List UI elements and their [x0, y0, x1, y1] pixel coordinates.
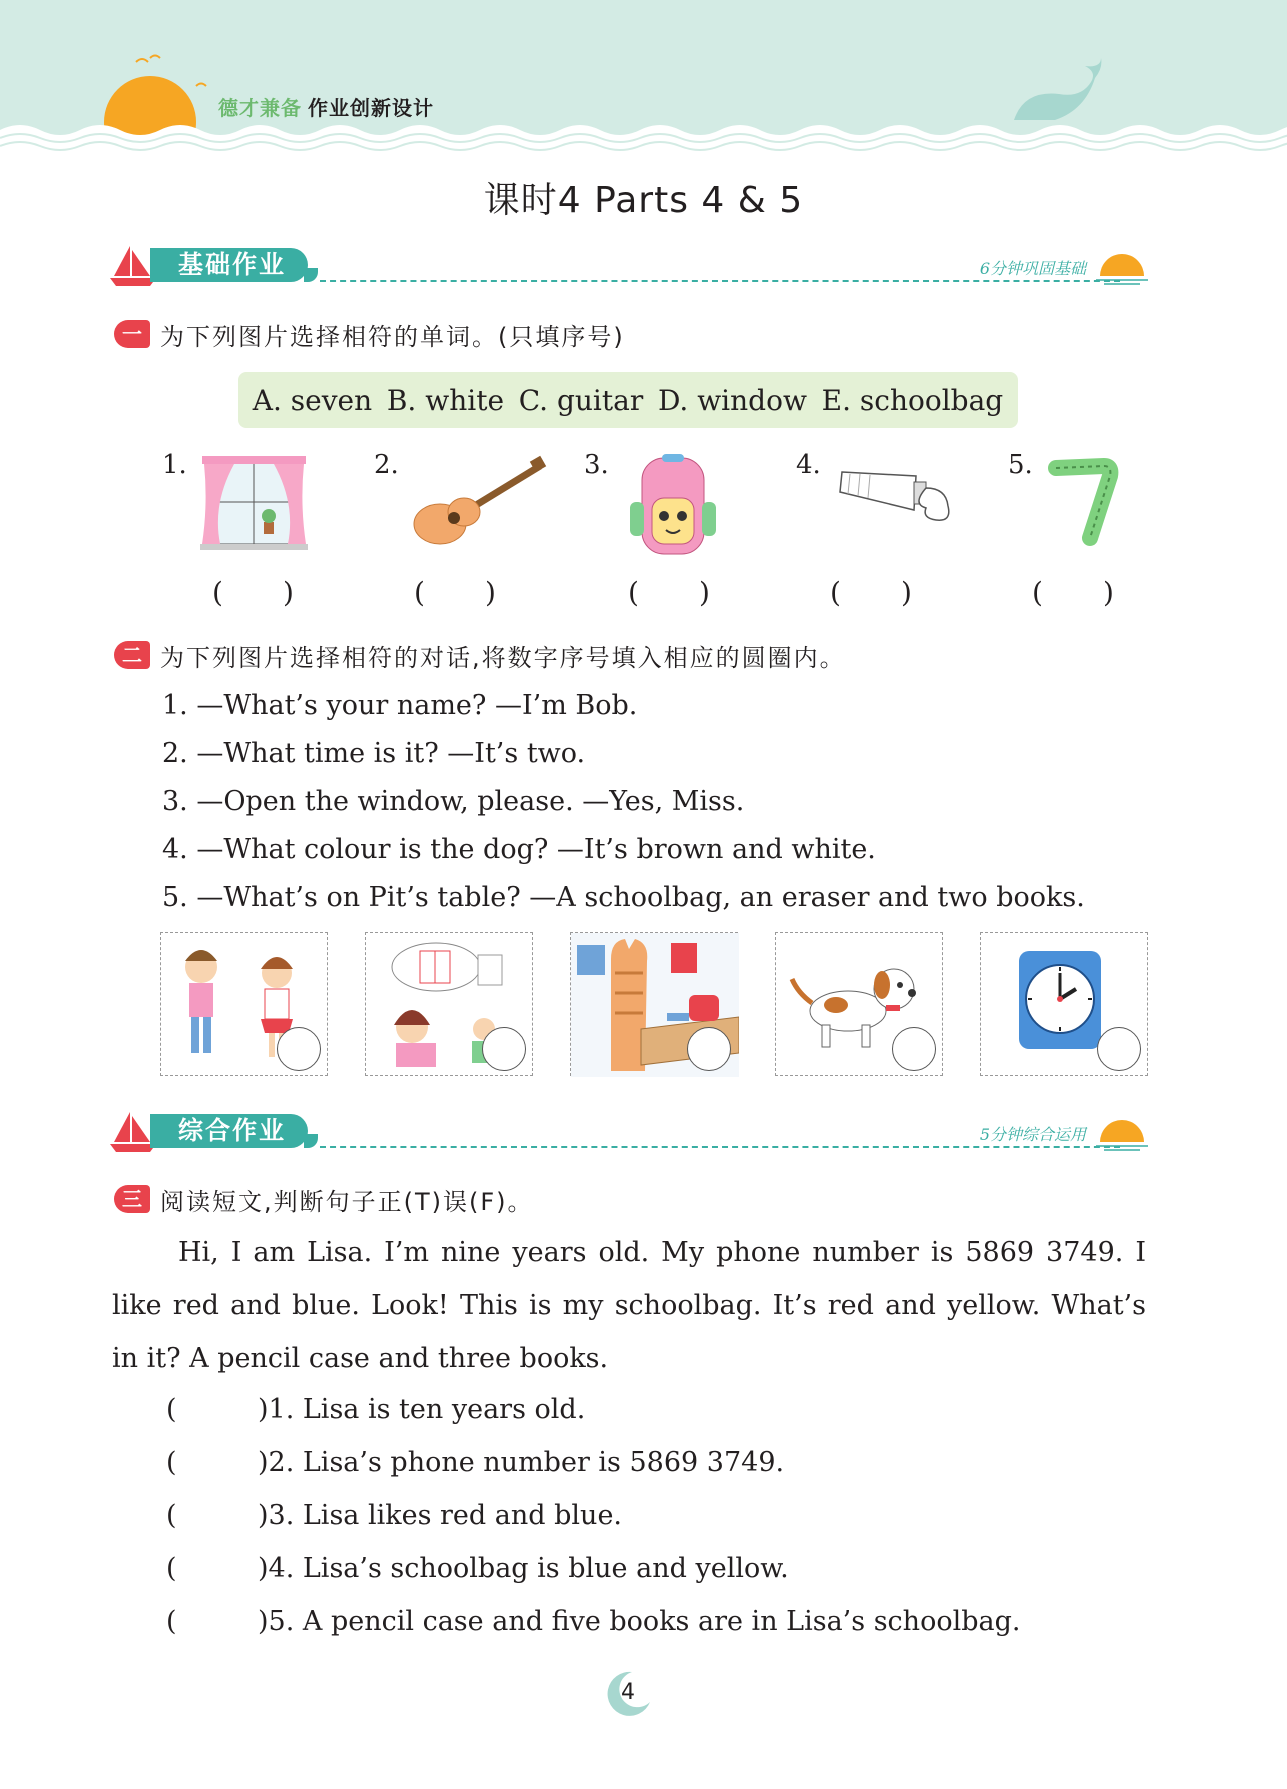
answer-circle[interactable] [482, 1027, 526, 1071]
section-hint: 6分钟巩固基础 [979, 259, 1086, 278]
item-number: 5. [1008, 450, 1033, 480]
question-3-heading [114, 1184, 534, 1214]
section-banner-comprehensive [110, 1108, 1150, 1158]
schoolbag-icon [618, 452, 734, 562]
sun-icon [1094, 246, 1150, 286]
question-badge: 一 [114, 320, 150, 348]
picture-item-5 [1008, 450, 1198, 620]
reading-passage: Hi, I am Lisa. I’m nine years old. My phone number is 5869 3749. I like red and blue. Look! This is my schoolbag. It’s red and yellow. What’s in it? A pencil case and three books. [112, 1237, 1146, 1374]
answer-circle[interactable] [277, 1027, 321, 1071]
item-number: 4. [796, 450, 821, 480]
item-number: 2. [374, 450, 399, 480]
guitar-icon [408, 452, 548, 554]
picture-item-4 [796, 450, 986, 620]
answer-blank[interactable]: ( [166, 1553, 177, 1584]
answer-blank[interactable]: ( [166, 1606, 177, 1637]
divider [320, 280, 1120, 282]
page-number [602, 1668, 654, 1720]
brand-black-text: 作业创新设计 [308, 96, 434, 120]
brand-colored-text: 德才兼备 [218, 96, 302, 120]
option-b: B. white [386, 383, 505, 417]
question-instruction: 阅读短文,判断句子正(T)误(F)。 [160, 1187, 534, 1216]
dialogue-line-3: 3. —Open the window, please. —Yes, Miss. [162, 786, 745, 817]
dialogue-line-4: 4. —What colour is the dog? —It’s brown and white. [162, 834, 876, 865]
answer-blank[interactable]: ( [166, 1447, 177, 1478]
answer-blank[interactable]: ( [166, 1500, 177, 1531]
picture-frame-teacher-window [365, 932, 533, 1076]
answer-circle[interactable] [687, 1027, 731, 1071]
answer-blank[interactable]: ( ) [830, 576, 912, 609]
whale-icon [1014, 58, 1101, 120]
section-hint: 5分钟综合运用 [979, 1125, 1086, 1144]
picture-item-3 [584, 450, 774, 620]
option-e: E. schoolbag [821, 383, 1004, 417]
divider [320, 1146, 1120, 1148]
question-instruction: 为下列图片选择相符的单词。(只填序号) [160, 322, 625, 351]
picture-item-1 [162, 450, 352, 620]
brand [218, 92, 434, 121]
option-c: C. guitar [518, 383, 644, 417]
question-badge: 三 [114, 1185, 150, 1213]
tf-statement-4: ( )4. Lisa’s schoolbag is blue and yellow. [166, 1553, 789, 1584]
section-banner-basic [110, 242, 1150, 292]
answer-blank[interactable]: ( ) [414, 576, 496, 609]
tf-statement-2: ( )2. Lisa’s phone number is 5869 3749. [166, 1447, 785, 1478]
section-label: 基础作业 [150, 248, 308, 282]
answer-blank[interactable]: ( ) [1032, 576, 1114, 609]
header-decoration [0, 0, 1287, 160]
dialogue-line-1: 1. —What’s your name? —I’m Bob. [162, 690, 638, 721]
number-seven-icon [1042, 452, 1122, 548]
picture-frame-kids-greeting [160, 932, 328, 1076]
dialogue-line-2: 2. —What time is it? —It’s two. [162, 738, 586, 769]
picture-item-2 [374, 450, 564, 620]
page-title: 课时4 Parts 4 & 5 [483, 180, 804, 221]
tf-statement-5: ( )5. A pencil case and five books are in Lisa’s schoolbag. [166, 1606, 1021, 1637]
picture-frame-cats-table [570, 932, 738, 1076]
section-label: 综合作业 [150, 1114, 308, 1148]
word-options [238, 372, 1018, 428]
answer-circle[interactable] [1097, 1027, 1141, 1071]
item-number: 3. [584, 450, 609, 480]
page-number-text: 4 [621, 1680, 635, 1705]
white-paint-tube-icon [830, 452, 960, 542]
answer-blank[interactable]: ( ) [628, 576, 710, 609]
answer-blank[interactable]: ( ) [212, 576, 294, 609]
option-a: A. seven [252, 383, 373, 417]
answer-blank[interactable]: ( [166, 1394, 177, 1425]
window-icon [196, 452, 312, 554]
question-badge: 二 [114, 641, 150, 669]
item-number: 1. [162, 450, 187, 480]
dialogue-line-5: 5. —What’s on Pit’s table? —A schoolbag, an eraser and two books. [162, 882, 1085, 913]
sun-icon [1094, 1112, 1150, 1152]
header-band [0, 0, 1287, 160]
tf-statement-3: ( )3. Lisa likes red and blue. [166, 1500, 622, 1531]
picture-frame-dog [775, 932, 943, 1076]
question-instruction: 为下列图片选择相符的对话,将数字序号填入相应的圆圈内。 [160, 643, 846, 672]
question-1-heading [114, 319, 625, 349]
answer-circle[interactable] [892, 1027, 936, 1071]
picture-frame-clock [980, 932, 1148, 1076]
question-2-heading [114, 640, 846, 670]
tf-statement-1: ( )1. Lisa is ten years old. [166, 1394, 586, 1425]
option-d: D. window [657, 383, 807, 417]
